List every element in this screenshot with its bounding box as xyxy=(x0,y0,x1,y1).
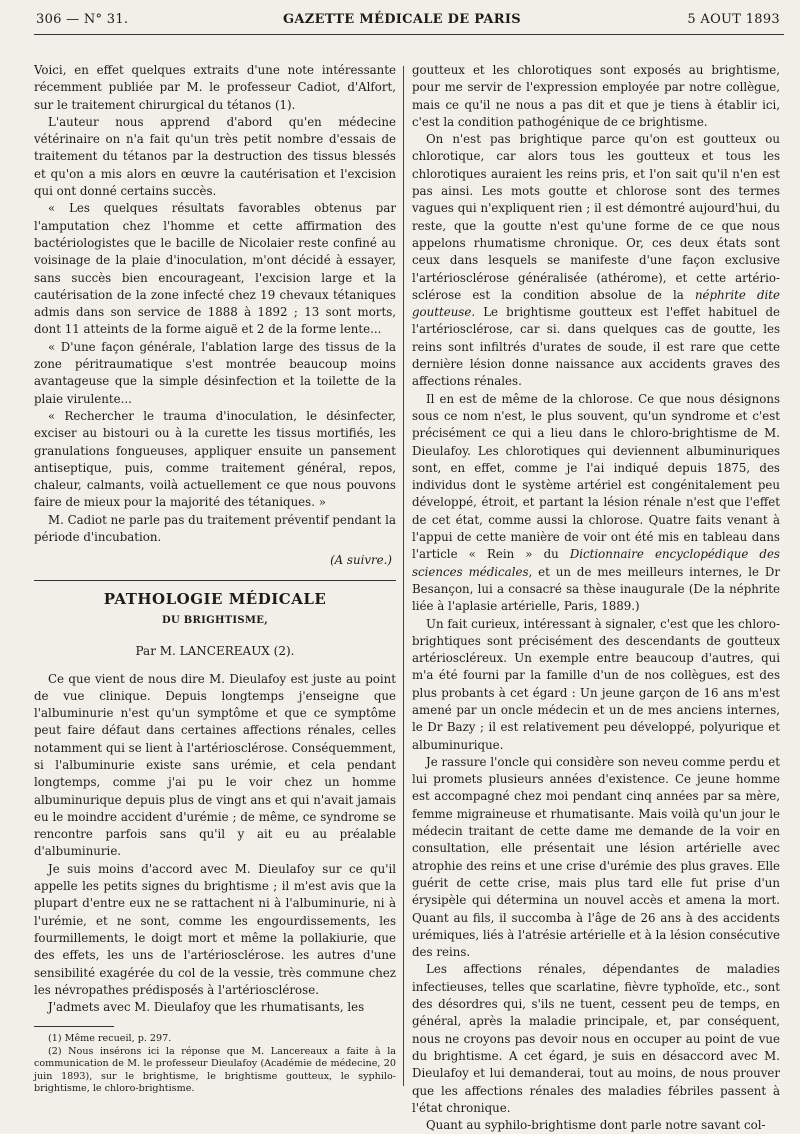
italic-title: Dictionnaire encyclopédique des sciences médicales xyxy=(412,547,780,579)
paragraph-text: On n'est pas brightique parce qu'on est goutteux ou chlorotique, car alors tous les goutteux et tous les chlorotiques auraient les reins pris, et l'on sait qu'il n'en est pas ainsi. Les mots goutte et chlorose sont des termes vagues qui n'expliquent rien ; il est démontré aujourd'hui, du reste, que la goutte n'est qu'une forme de ce que nous appelons rhumatisme chronique. Or, ces deux états sont ceux dans lesquels se manifeste d'une façon exclusive l'artériosclérose généralisée (athérome), et cette artério-sclérose est la condition absolue de la xyxy=(412,132,780,302)
italic-term: néphrite dite goutteuse. xyxy=(412,287,780,320)
footnote-rule xyxy=(34,1026,114,1027)
paragraph: J'admets avec M. Dieulafoy que les rhumatisants, les xyxy=(48,1000,365,1015)
paragraph-text: Le brightisme goutteux est l'effet habituel de l'artériosclérose, car si. dans quelques cas de goutte, les reins sont infiltrés d'urates de soude, il est rare que cette dernière lésion donne naissance aux accidents graves des affections rénales. xyxy=(412,305,780,389)
paragraph: « Les quelques résultats favorables obtenus par l'amputation chez l'homme et cette affirmation des bactériologistes que le bacille de Nicolaier reste confiné au voisinage de la plaie d'inoculation, m'ont décidé à essayer, sans succès bien encourageant, l'excision large et la cautérisation de la zone infecté chez 19 chevaux tétaniques admis dans son service de 1888 à 1892 ; 13 sont morts, dont 11 atteints de la forme aiguë et 2 de la forme lente... xyxy=(34,201,396,337)
paragraph: L'auteur nous apprend d'abord qu'en médecine vétérinaire on n'a fait qu'un très petit nombre d'essais de traitement du tétanos par la destruction des tissus blessés et qu'on a mis alors en œuvre la cautérisation et l'excision qui ont donné certains succès. xyxy=(34,114,396,199)
page-number: 306 — N° 31. xyxy=(36,12,129,27)
paragraph xyxy=(412,391,780,616)
paragraph: « Rechercher le trauma d'inoculation, le désinfecter, exciser au bistouri ou à la curette les tissus mortifiés, les granulations fongueuses, appliquer ensuite un pansement antiseptique, puis, comme traitement général, repos, chaleur, calmants, voilà actuellement ce que nous pouvons faire de mieux pour la majorité des tétaniques. » xyxy=(34,408,396,510)
paragraph: Un fait curieux, intéressant à signaler, c'est que les chloro-brightiques sont précisément des descendants de goutteux artérioscléreux. Un exemple entre beaucoup d'autres, qui m'a été fourni par la famille d'un de nos collègues, est des plus probants à cet égard : Un jeune garçon de 16 ans m'est amené par un oncle médecin et un de mes anciens internes, le Dr Bazy ; il est relativement peu développé, polyurique et albuminurique. xyxy=(412,616,780,752)
issue-date: 5 AOUT 1893 xyxy=(687,12,780,27)
to-be-continued: (A suivre.) xyxy=(330,553,392,568)
paragraph: M. Cadiot ne parle pas du traitement préventif pendant la période d'incubation. xyxy=(34,512,396,545)
page-header xyxy=(22,12,782,32)
paragraph: Ce que vient de nous dire M. Dieulafoy est juste au point de vue clinique. Depuis longtemps j'enseigne que l'albuminurie n'est qu'un symptôme et que ce symptôme peut faire défaut dans certaines affections rénales, celles notamment qui se lient à l'artériosclérose. Conséquemment, si l'albuminurie existe sans urémie, et cela pendant longtemps, comme j'ai pu le voir chez un homme albuminurique depuis plus de vingt ans et qui n'avait jamais eu le moindre accident d'urémie ; de même, ce syndrome se rencontre parfois sans qu'il y ait eu au préalable d'albuminurie. xyxy=(34,671,396,859)
section-rule xyxy=(34,580,396,581)
paragraph: « D'une façon générale, l'ablation large des tissus de la zone péritraumatique s'est montrée beaucoup moins avantageuse que la simple désinfection et la toilette de la plaie virulente... xyxy=(34,339,396,406)
paragraph-text: , et un de mes meilleurs internes, le Dr Besançon, lui a consacré sa thèse inaugurale (De la néphrite liée à l'aplasie artérielle, Paris, 1889.) xyxy=(412,564,780,614)
column-divider xyxy=(403,66,404,1086)
left-column xyxy=(34,62,396,1096)
article-author: Par M. LANCEREAUX (2). xyxy=(135,644,295,659)
paragraph: Je suis moins d'accord avec M. Dieulafoy sur ce qu'il appelle les petits signes du brightisme ; il m'est avis que la plupart d'entre eux ne se rattachent ni à l'albuminurie, ni à l'urémie, et ne sont, comme les engourdissements, les fourmillements, le doigt mort et même la pollakiurie, que des effets, les uns de l'artériosclérose. les autres d'une sensibilité exagérée du col de la vessie, très commune chez les névropathes prédisposés à l'artériosclérose. xyxy=(34,861,396,997)
paragraph: Je rassure l'oncle qui considère son neveu comme perdu et lui promets plusieurs années d'existence. Ce jeune homme est accompagné chez moi pendant cinq années par sa mère, femme migraineuse et rhumatisante. Mais voilà qu'un jour le médecin traitant de cette dame me demande de la voir en consultation, elle présentait une lésion artérielle avec atrophie des reins et une crise d'urémie des plus graves. Elle guérit de cette crise, mais plus tard elle fut prise d'un érysipèle qui détermina un nouvel accès et amena la mort. Quant au fils, il succomba à l'âge de 26 ans à des accidents urémiques, liés à l'atrésie artérielle et à la lésion consécutive des reins. xyxy=(412,754,780,960)
section-title: PATHOLOGIE MÉDICALE xyxy=(103,589,327,608)
section-subtitle: DU BRIGHTISME, xyxy=(161,614,269,626)
footnote: (2) Nous insérons ici la réponse que M. Lancereaux a faite à la communication de M. le professeur Dieulafoy (Académie de médecine, 20 juin 1893), sur le brightisme, le brightisme goutteux, le syphilo-brightisme, le chloro-brightisme. xyxy=(34,1045,396,1095)
journal-title: GAZETTE MÉDICALE DE PARIS xyxy=(283,12,521,27)
header-rule xyxy=(34,34,784,35)
paragraph: goutteux et les chlorotiques sont exposés au brightisme, pour me servir de l'expression employée par notre collègue, mais ce qu'il ne nous a pas dit et que je tiens à établir ici, c'est la condition pathogénique de ce brightisme. xyxy=(412,63,780,129)
paragraph-text: Il en est de même de la chlorose. Ce que nous désignons sous ce nom n'est, le plus souvent, qu'un syndrome et c'est précisément ce qui a lieu dans le chloro-brightisme de M. Dieulafoy. Les chlorotiques qui deviennent albuminuriques sont, en effet, comme je l'ai indiqué depuis 1875, des individus dont le système artériel est congénitalement peu développé, étroit, et partant la lésion rénale n'est que l'effet de cet état, comme aussi la chlorose. Quatre faits venant à l'appui de cette manière de voir ont été mis en tableau dans l'article « Rein » du xyxy=(412,391,780,562)
footnote: (1) Même recueil, p. 297. xyxy=(48,1033,172,1045)
paragraph: Quant au syphilo-brightisme dont parle notre savant col- xyxy=(426,1118,766,1133)
paragraph: Les affections rénales, dépendantes de maladies infectieuses, telles que scarlatine, fièvre typhoïde, etc., sont des désordres qui, s'ils ne tuent, cessent peu de temps, en général, après la maladie principale, et, par conséquent, nous ne croyons pas devoir nous en occuper au point de vue du brightisme. A cet égard, je suis en désaccord avec M. Dieulafoy et lui demanderai, tout au moins, de nous prouver que les affections rénales des maladies fébriles passent à l'état chronique. xyxy=(412,962,780,1115)
paragraph xyxy=(412,131,780,390)
right-column xyxy=(412,62,780,1134)
paragraph: Voici, en effet quelques extraits d'une note intéressante récemment publiée par M. le professeur Cadiot, d'Alfort, sur le traitement chirurgical du tétanos (1). xyxy=(34,63,396,112)
